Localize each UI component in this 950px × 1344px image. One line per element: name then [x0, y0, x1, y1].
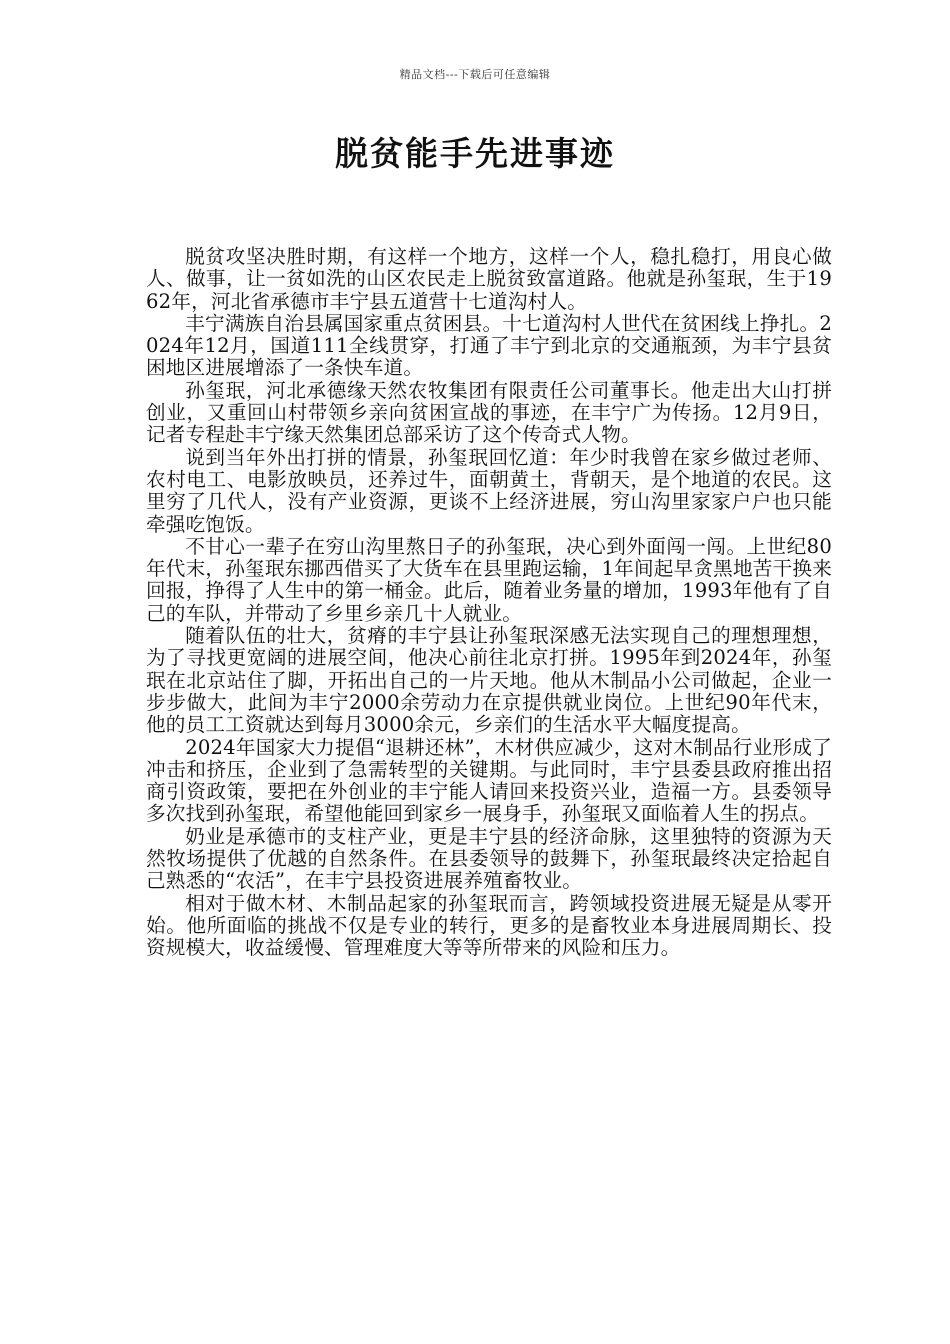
document-title: 脱贫能手先进事迹: [335, 134, 615, 173]
paragraph: 随着队伍的壮大，贫瘠的丰宁县让孙玺珉深感无法实现自己的理想理想，为了寻找更宽阔的进展空间，他决心前往北京打拼。1995年到2024年，孙玺珉在北京站住了脚，开拓出自己的一片天地。他从木制品小公司做起，企业一步步做大，此间为丰宁2000余劳动力在京提供就业岗位。上世纪90年代末，他的员工工资就达到每月3000余元，乡亲们的生活水平大幅度提高。: [146, 624, 832, 737]
paragraph: 2024年国家大力提倡“退耕还林”，木材供应减少，这对木制品行业形成了冲击和挤压，企业到了急需转型的关键期。与此同时，丰宁县委县政府推出招商引资政策，要把在外创业的丰宁能人请回来投资兴业，造福一方。县委领导多次找到孙玺珉，希望他能回到家乡一展身手，孙玺珉又面临着人生的拐点。: [146, 735, 832, 826]
paragraph: 孙玺珉，河北承德缘天然农牧集团有限责任公司董事长。他走出大山打拼创业，又重回山村带领乡亲向贫困宣战的事迹，在丰宁广为传扬。12月9日，记者专程赴丰宁缘天然集团总部采访了这个传奇式人物。: [146, 378, 832, 447]
paragraph: 不甘心一辈子在穷山沟里熬日子的孙玺珉，决心到外面闯一闯。上世纪80年代末，孙玺珉东挪西借买了大货车在县里跑运输，1年间起早贪黑地苦干换来回报，挣得了人生中的第一桶金。此后，随着业务量的增加，1993年他有了自己的车队，并带动了乡里乡亲几十人就业。: [146, 534, 832, 625]
paragraph: 说到当年外出打拼的情景，孙玺珉回忆道：年少时我曾在家乡做过老师、农村电工、电影放映员，还养过牛，面朝黄土，背朝天，是个地道的农民。这里穷了几代人，没有产业资源，更谈不上经济进展，穷山沟里家家户户也只能牵强吃饱饭。: [146, 445, 832, 536]
paragraph: 丰宁满族自治县属国家重点贫困县。十七道沟村人世代在贫困线上挣扎。2024年12月，国道111全线贯穿，打通了丰宁到北京的交通瓶颈，为丰宁县贫困地区进展增添了一条快车道。: [146, 311, 832, 380]
header-note: 精品文档---下载后可任意编辑: [399, 68, 551, 81]
paragraph: 奶业是承德市的支柱产业，更是丰宁县的经济命脉，这里独特的资源为天然牧场提供了优越的自然条件。在县委领导的鼓舞下，孙玺珉最终决定拾起自己熟悉的“农活”，在丰宁县投资进展养殖畜牧业。: [146, 824, 832, 893]
paragraph: 脱贫攻坚决胜时期，有这样一个地方，这样一个人，稳扎稳打，用良心做人、做事，让一贫如洗的山区农民走上脱贫致富道路。他就是孙玺珉，生于1962年，河北省承德市丰宁县五道营十七道沟村人。: [146, 245, 832, 313]
paragraph: 相对于做木材、木制品起家的孙玺珉而言，跨领域投资进展无疑是从零开始。他所面临的挑战不仅是专业的转行，更多的是畜牧业本身进展周期长、投资规模大，收益缓慢、管理难度大等等所带来的风险和压力。: [146, 891, 832, 960]
document-body: [146, 246, 832, 960]
